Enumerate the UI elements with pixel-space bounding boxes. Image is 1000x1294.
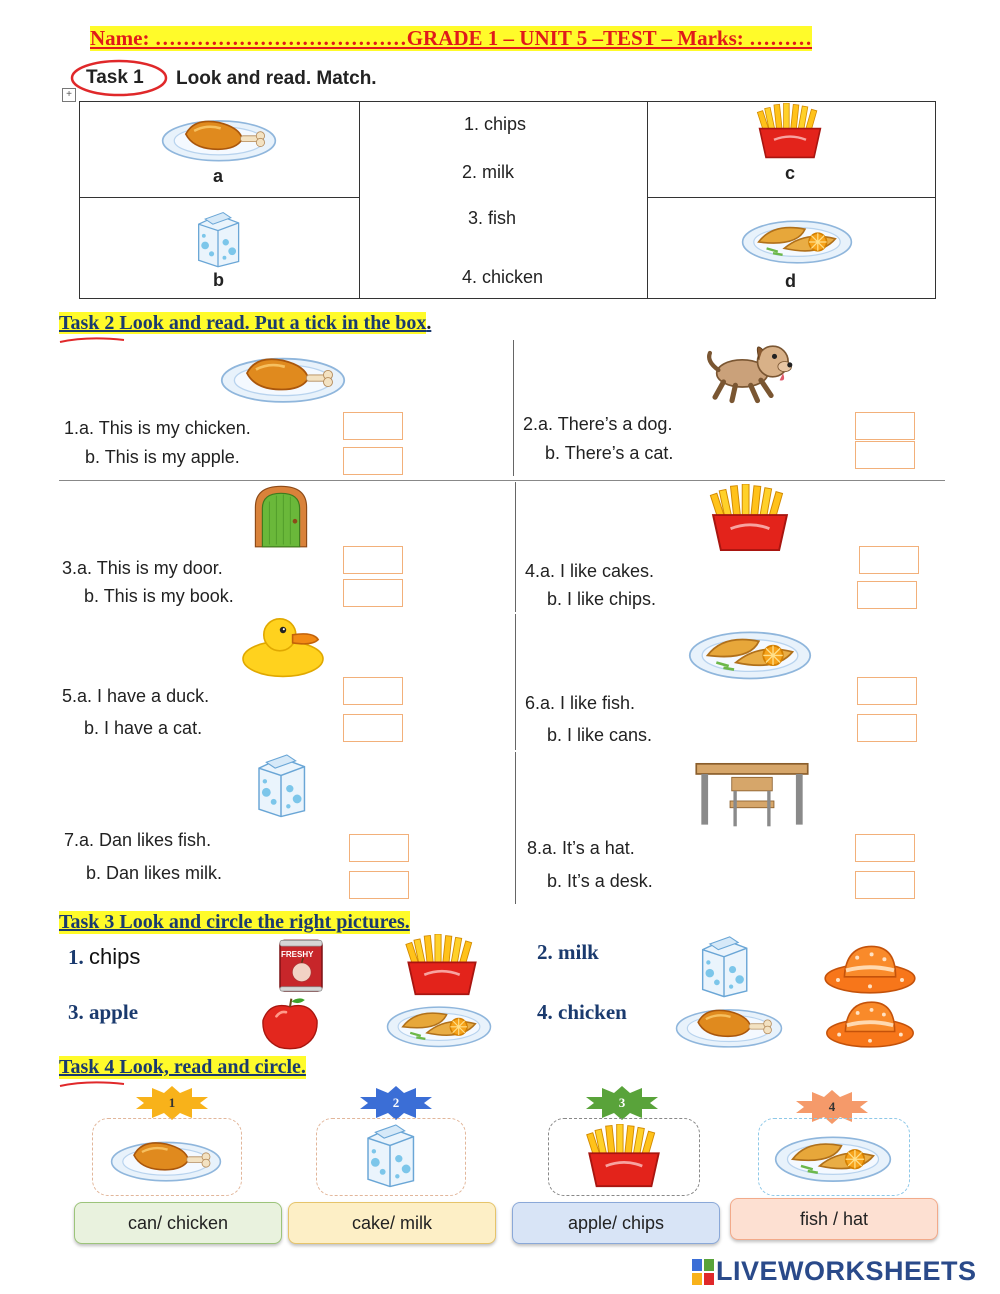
task2-item6-b: b. I like cans. [547, 725, 653, 745]
tick-box-1b[interactable] [343, 447, 403, 475]
task2-item2-a: 2.a. There’s a dog. [523, 414, 673, 434]
desk-image [682, 752, 822, 828]
tick-box-2b[interactable] [855, 441, 915, 469]
can-label: FRESHY [281, 950, 314, 959]
hat-picture[interactable] [816, 940, 924, 996]
task3-heading: Task 3 Look and circle the right pictures. [59, 911, 410, 933]
dog-image [690, 336, 808, 404]
hat-picture-2[interactable] [816, 996, 924, 1050]
tick-box-8a[interactable] [855, 834, 915, 862]
task3-item4: 4. chicken [537, 1000, 627, 1024]
chicken-image-a[interactable] [149, 106, 289, 164]
task4-heading: Task 4 Look, read and circle. [59, 1056, 306, 1078]
door-image [226, 484, 336, 548]
task2-item7-b: b. Dan likes milk. [86, 863, 223, 883]
tick-box-1a[interactable] [343, 412, 403, 440]
fish-picture-task4 [774, 1124, 892, 1186]
task1-label: Task 1 [70, 58, 168, 96]
option-apple-chips[interactable]: apple/ chips [512, 1202, 720, 1244]
red-swash-icon-2 [58, 1078, 128, 1090]
option-cake-milk[interactable]: cake/ milk [288, 1202, 496, 1244]
milk-picture-task4 [342, 1122, 438, 1188]
tick-box-5a[interactable] [343, 677, 403, 705]
apple-picture[interactable] [244, 996, 336, 1050]
chips-picture[interactable] [394, 934, 490, 996]
task2-item2-b: b. There’s a cat. [545, 443, 674, 463]
tick-box-7a[interactable] [349, 834, 409, 862]
chips-image [692, 484, 808, 552]
fish-picture[interactable] [386, 996, 492, 1050]
task3-item1: 1. chips [68, 944, 141, 969]
red-swash-icon [58, 334, 128, 346]
liveworksheets-mark-icon [692, 1259, 714, 1285]
task1-word-chicken[interactable]: 4. chicken [462, 267, 544, 287]
task1-instruction: Look and read. Match. [176, 68, 377, 89]
option-fish-hat[interactable]: fish / hat [730, 1198, 938, 1240]
table-move-handle-icon[interactable]: + [62, 88, 76, 102]
task3-item3: 3. apple [68, 1000, 139, 1024]
can-picture[interactable] [272, 936, 330, 994]
task3-item2: 2. milk [537, 940, 599, 964]
tick-box-4b[interactable] [857, 581, 917, 609]
task1-letter-b: b [213, 270, 224, 290]
tick-box-6a[interactable] [857, 677, 917, 705]
task2-item4-b: b. I like chips. [547, 589, 657, 609]
badge-4: 4 [790, 1090, 874, 1124]
task1-letter-d: d [785, 271, 796, 291]
task1-letter-a: a [213, 166, 224, 186]
tick-box-5b[interactable] [343, 714, 403, 742]
task2-item6-a: 6.a. I like fish. [525, 693, 636, 713]
milk-picture[interactable] [678, 934, 770, 998]
tick-box-6b[interactable] [857, 714, 917, 742]
badge-1: 1 [130, 1086, 214, 1120]
task1-word-fish[interactable]: 3. fish [468, 208, 517, 228]
task1-word-chips[interactable]: 1. chips [464, 114, 527, 134]
liveworksheets-logo: LIVEWORKSHEETS [692, 1256, 977, 1287]
task1-word-milk[interactable]: 2. milk [462, 162, 515, 182]
chips-picture-task4 [574, 1124, 674, 1188]
task2-item3-b: b. This is my book. [84, 586, 234, 606]
tick-box-7b[interactable] [349, 871, 409, 899]
task2-item1-b: b. This is my apple. [85, 447, 240, 467]
chicken-picture[interactable] [672, 996, 786, 1050]
worksheet-title: Name: ………………………………GRADE 1 – UNIT 5 –TEST – Marks: ……… [90, 26, 812, 50]
tick-box-2a[interactable] [855, 412, 915, 440]
task2-item8-a: 8.a. It’s a hat. [527, 838, 635, 858]
badge-2: 2 [354, 1086, 438, 1120]
fish-image-d[interactable] [738, 210, 856, 266]
task2-item5-a: 5.a. I have a duck. [62, 686, 210, 706]
chicken-picture-task4 [110, 1126, 222, 1186]
task2-item3-a: 3.a. This is my door. [62, 558, 223, 578]
tick-box-3a[interactable] [343, 546, 403, 574]
chips-image-c[interactable] [744, 103, 836, 159]
chicken-image [220, 342, 346, 406]
task2-item7-a: 7.a. Dan likes fish. [64, 830, 212, 850]
task2-heading: Task 2 Look and read. Put a tick in the box. [59, 312, 432, 334]
task2-item5-b: b. I have a cat. [84, 718, 203, 738]
task2-item8-b: b. It’s a desk. [547, 871, 653, 891]
milk-image [232, 752, 330, 818]
badge-3: 3 [580, 1086, 664, 1120]
option-can-chicken[interactable]: can/ chicken [74, 1202, 282, 1244]
tick-box-3b[interactable] [343, 579, 403, 607]
task2-item4-a: 4.a. I like cakes. [525, 561, 655, 581]
tick-box-8b[interactable] [855, 871, 915, 899]
duck-image [226, 614, 340, 678]
tick-box-4a[interactable] [859, 546, 919, 574]
task2-item1-a: 1.a. This is my chicken. [64, 418, 251, 438]
task1-letter-c: c [785, 163, 796, 183]
fish-image [688, 620, 812, 682]
milk-image-b[interactable] [172, 210, 264, 268]
